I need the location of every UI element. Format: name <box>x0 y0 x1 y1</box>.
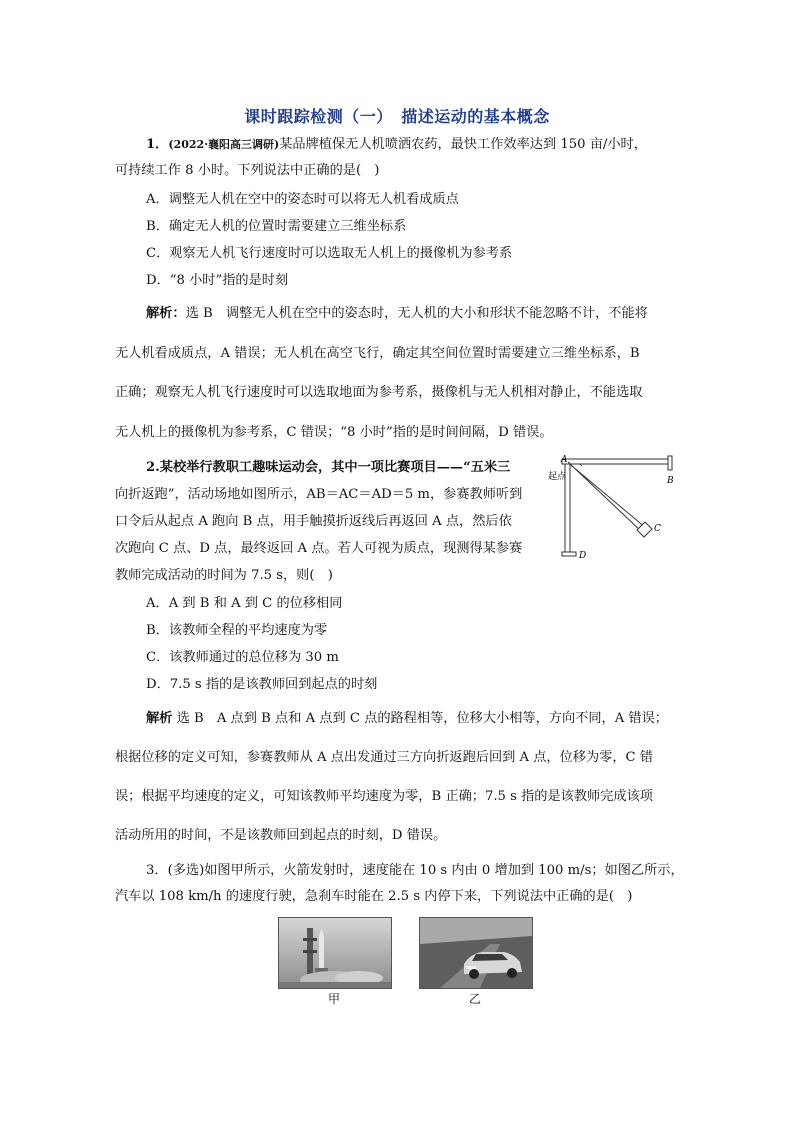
q2-option-a: A．A 到 B 和 A 到 C 的位移相同 <box>146 596 343 611</box>
label-d: D <box>579 551 587 561</box>
q2-stem-line-3: 口令后从起点 A 跑向 B 点，用手触摸折返线后再返回 A 点，然后依 <box>115 514 512 529</box>
car-photo <box>419 917 533 989</box>
q1-stem-line-1 <box>146 136 647 154</box>
q2-analysis-line-3: 误；根据平均速度的定义，可知该教师平均速度为零，B 正确；7.5 s 指的是该教师完成该项 <box>115 789 653 804</box>
running-field-diagram <box>548 452 688 566</box>
label-c: C <box>654 524 661 534</box>
q1-option-b: B．确定无人机的位置时需要建立三维坐标系 <box>146 219 407 234</box>
q1-analysis-line-4: 无人机上的摄像机为参考系，C 错误；“8 小时”指的是时间间隔，D 错误。 <box>115 425 553 440</box>
q1-option-a: A．调整无人机在空中的姿态时可以将无人机看成质点 <box>146 192 459 207</box>
q2-option-c: C．该教师通过的总位移为 30 m <box>146 650 339 665</box>
q1-analysis-line-2: 无人机看成质点，A 错误；无人机在高空飞行，确定其空间位置时需要建立三维坐标系，B <box>115 346 640 361</box>
q1-stem-text: 某品牌植保无人机喷洒农药，最快工作效率达到 150 亩/小时， <box>279 137 647 152</box>
q2-analysis-line-2: 根据位移的定义可知，参赛教师从 A 点出发通过三方向折返跑后回到 A 点，位移为零，C 错 <box>115 750 654 765</box>
q1-analysis-text: 选 B 调整无人机在空中的姿态时，无人机的大小和形状不能忽略不计，不能将 <box>185 306 648 321</box>
q2-stem-line-1: 2.某校举行教职工趣味运动会，其中一项比赛项目——“五米三 <box>146 460 511 475</box>
car-image <box>420 918 532 988</box>
q1-source: (2022·襄阳高三调研) <box>168 138 280 151</box>
q1-analysis-line-3: 正确；观察无人机飞行速度时可以选取地面为参考系，摄像机与无人机相对静止，不能选取 <box>115 385 643 400</box>
label-a: A <box>561 455 568 465</box>
q2-analysis-line-4: 活动所用的时间，不是该教师回到起点的时刻，D 错误。 <box>115 828 447 843</box>
q1-option-d: D．“8 小时”指的是时刻 <box>146 273 289 288</box>
q1-stem-line-2: 可持续工作 8 小时。下列说法中正确的是( ) <box>115 163 380 178</box>
q2-analysis-line-1 <box>146 710 668 728</box>
q2-stem-line-4: 次跑向 C 点、D 点，最终返回 A 点。若人可视为质点，现测得某参赛 <box>115 541 523 556</box>
q1-analysis-label: 解析： <box>146 306 186 321</box>
caption-car: 乙 <box>469 992 482 1006</box>
q3-stem-line-2: 汽车以 108 km/h 的速度行驶，急刹车时能在 2.5 s 内停下来，下列说法中正确的是( ) <box>115 889 633 904</box>
rocket-launch-photo <box>278 917 392 989</box>
caption-rocket: 甲 <box>328 992 341 1006</box>
label-b: B <box>667 476 674 486</box>
q2-stem-line-2: 向折返跑”，活动场地如图所示，AB＝AC＝AD＝5 m，参赛教师听到 <box>115 487 523 502</box>
turn-line-b <box>668 456 672 470</box>
q1-analysis-line-1 <box>146 305 648 323</box>
label-start: 起点 <box>548 472 567 482</box>
rocket-launch-image <box>279 918 391 988</box>
track-ac <box>568 462 646 532</box>
page-title: 课时跟踪检测（一） 描述运动的基本概念 <box>244 107 550 126</box>
q2-option-b: B．该教师全程的平均速度为零 <box>146 623 328 638</box>
q2-option-d: D．7.5 s 指的是该教师回到起点的时刻 <box>146 677 378 692</box>
q2-analysis-label: 解析 <box>146 711 173 726</box>
q3-stem-line-1: 3．(多选)如图甲所示，火箭发射时，速度能在 10 s 内由 0 增加到 100 m/s；如图乙所示， <box>146 863 684 878</box>
q1-number: 1． <box>146 137 169 152</box>
q2-stem-line-5: 教师完成活动的时间为 7.5 s，则( ) <box>115 568 333 583</box>
track-ab <box>562 459 670 464</box>
turn-line-d <box>562 552 576 556</box>
q2-analysis-text: 选 B A 点到 B 点和 A 点到 C 点的路程相等，位移大小相等，方向不同，A 错误； <box>176 711 668 726</box>
q1-option-c: C．观察无人机飞行速度时可以选取无人机上的摄像机为参考系 <box>146 246 513 261</box>
